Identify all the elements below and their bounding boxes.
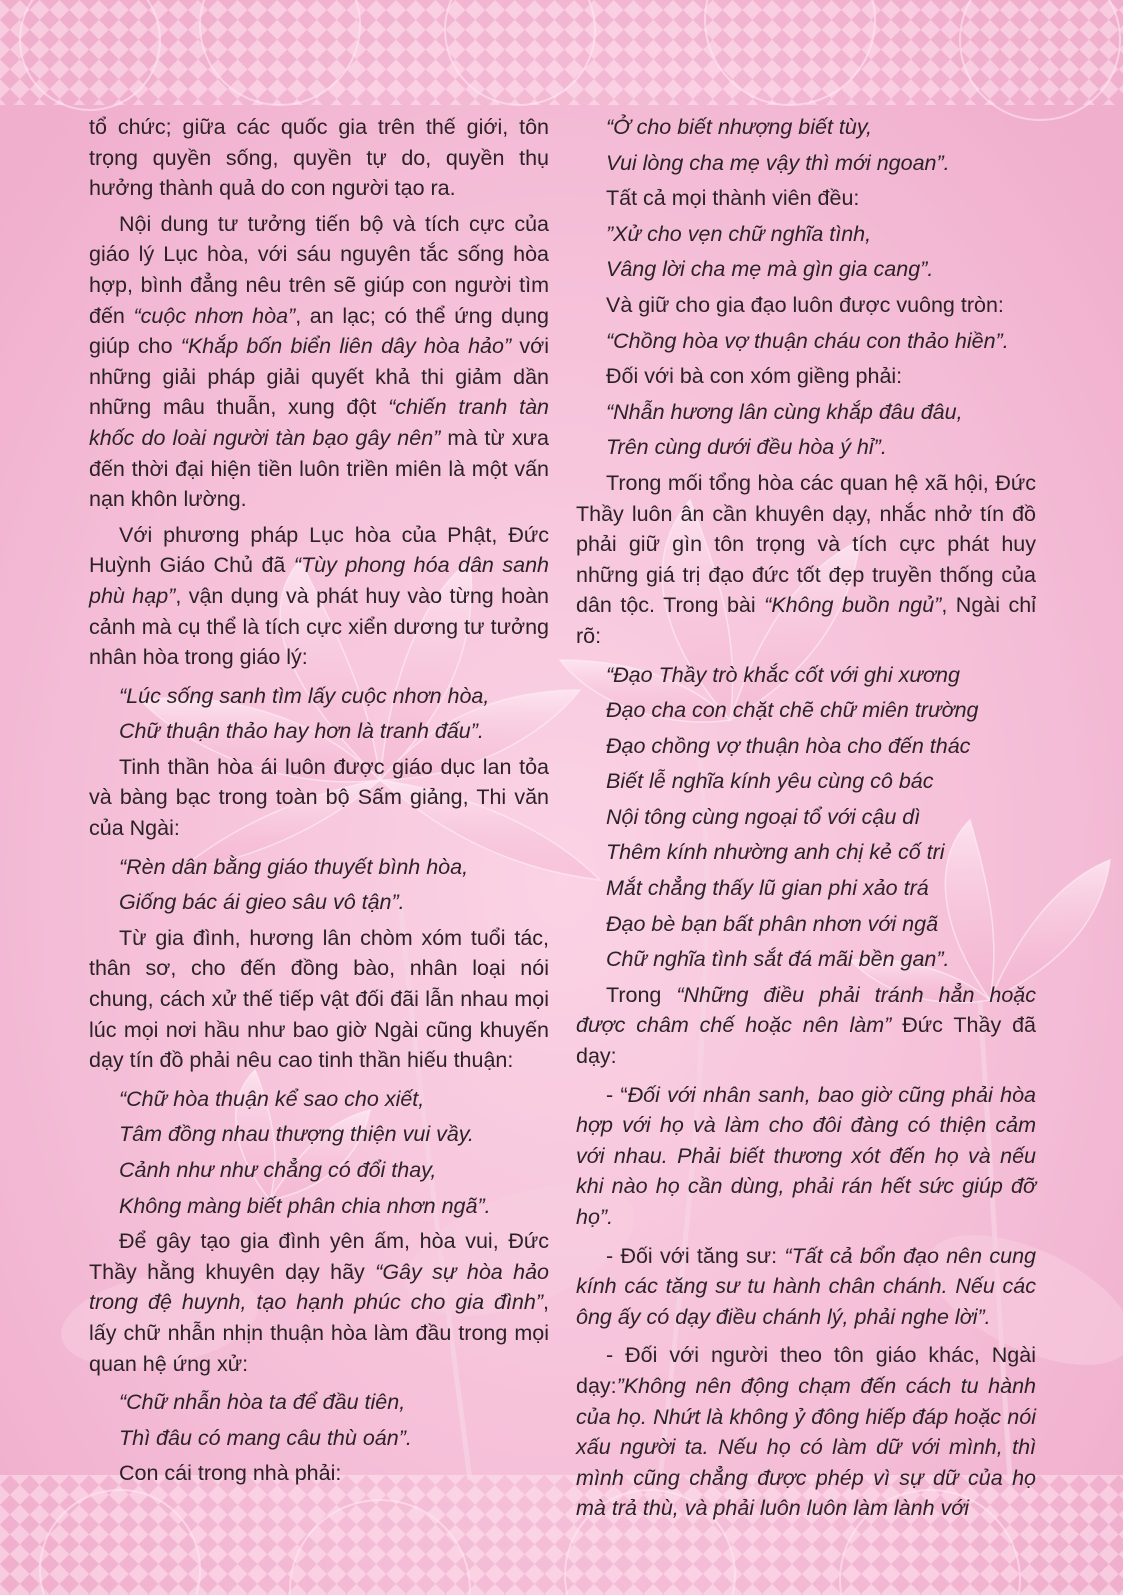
paragraph-ton-giao-khac: - Đối với người theo tôn giáo khác, Ngài dạy:”Không nên động chạm đến cách tu hành của họ. Nhứt là không ỷ đông hiếp đáp hoặc nói xấu người ta. Nếu họ có làm dữ với mình, thì mình cũng chẳng được phép vì sự dữ của họ mà trả thù, và phải luôn luôn làm lành với	[576, 1343, 1036, 1521]
verse-line: Cảnh như như chẳng có đổi thay,	[119, 1158, 437, 1182]
paragraph-thanh-vien: Tất cả mọi thành viên đều:	[606, 186, 860, 211]
paragraph-tinh-than: Tinh thần hòa ái luôn được giáo dục lan tỏa và bàng bạc trong toàn bộ Sấm giảng, Thi văn của Ngài:	[89, 754, 549, 841]
verse-line: “Chữ hòa thuận kể sao cho xiết,	[119, 1086, 425, 1111]
paragraph-con-cai: Con cái trong nhà phải:	[119, 1461, 342, 1486]
paragraph-gia-dinh: Từ gia đình, hương lân chòm xóm tuổi tác, thân sơ, cho đến đồng bào, nhân loại nói chung, cách xử thế tiếp vật đối đãi lẫn nhau mọi lúc mọi nơi hầu như bao giờ Ngài cũng khuyến dạy tín đồ phải nêu cao tinh thần hiếu thuận:	[89, 925, 549, 1073]
paragraph-phuong-phap: Với phương pháp Lục hòa của Phật, Đức Huỳnh Giáo Chủ đã “Tùy phong hóa dân sanh phù hạp”, vận dụng và phát huy vào từng hoàn cảnh mà cụ thể là tích cực xiển dương tư tưởng nhân hòa trong giáo lý:	[89, 522, 550, 670]
verse-line: Đạo bè bạn bất phân nhơn với ngã	[606, 911, 939, 936]
verse-line: ”Xử cho vẹn chữ nghĩa tình,	[606, 221, 872, 246]
paragraph-luc-hoa: Nội dung tư tưởng tiến bộ và tích cực của giáo lý Lục hòa, với sáu nguyên tắc sống hòa hợp, bình đẳng nêu trên sẽ giúp con người tìm đến “cuộc nhơn hòa”, an lạc; có thể ứng dụng giúp cho “Khắp bốn biển liên dây hòa hảo” với những giải pháp giải quyết khả thi giảm dần những mâu thuẫn, xung đột “chiến tranh tàn khốc do loài người tàn bạo gây nên” mà từ xưa đến thời đại hiện tiền luôn triền miên là một vấn nạn khôn lường.	[89, 211, 550, 512]
paragraph-tang-su: - Đối với tăng sư: “Tất cả bổn đạo nên cung kính các tăng sư tu hành chân chánh. Nếu các ông ấy có dạy điều chánh lý, phải nghe lời”.	[576, 1243, 1036, 1329]
verse-line: Thêm kính nhường anh chị kẻ cố tri	[606, 840, 945, 865]
verse-line: Không màng biết phân chia nhơn ngã”.	[119, 1193, 491, 1218]
verse-line: Vâng lời cha mẹ mà gìn gia cang”.	[606, 257, 934, 282]
verse-line: Chữ nghĩa tình sắt đá mãi bền gan”.	[606, 947, 950, 972]
paragraph-intro: tổ chức; giữa các quốc gia trên thế giới, tôn trọng quyền sống, quyền tự do, quyền thụ hưởng thành quả do con người tạo ra.	[89, 115, 549, 201]
right-column	[576, 112, 1036, 1524]
verse-line: Vui lòng cha mẹ vậy thì mới ngoan”.	[606, 150, 950, 175]
verse-line: “Lúc sống sanh tìm lấy cuộc nhơn hòa,	[119, 683, 490, 708]
left-column	[89, 112, 549, 1489]
verse-line: Đạo chồng vợ thuận hòa cho đến thác	[606, 733, 971, 758]
verse-line: “Chữ nhẫn hòa ta để đầu tiên,	[119, 1390, 406, 1415]
verse-line: Chữ thuận thảo hay hơn là tranh đấu”.	[119, 719, 484, 744]
verse-line: Đạo cha con chặt chẽ chữ miên trường	[606, 698, 979, 723]
verse-line: Tâm đồng nhau thượng thiện vui vầy.	[119, 1122, 474, 1147]
paragraph-xom-gieng: Đối với bà con xóm giềng phải:	[606, 364, 903, 389]
verse-line: “Nhẫn hương lân cùng khắp đâu đâu,	[606, 399, 963, 424]
verse-line: Nội tông cùng ngoại tổ với cậu dì	[606, 804, 921, 829]
paragraph-nhan-sanh: - “Đối với nhân sanh, bao giờ cũng phải hòa hợp với họ và làm cho đôi đàng có thiện cảm với nhau. Phải biết thương xót đến họ và nếu khi nào họ cần dùng, phải rán hết sức giúp đỡ họ”.	[576, 1082, 1036, 1229]
verse-line: “Rèn dân bằng giáo thuyết bình hòa,	[119, 854, 469, 879]
paragraph-gia-dao: Và giữ cho gia đạo luôn được vuông tròn:	[606, 292, 1004, 317]
verse-line: Giống bác ái gieo sâu vô tận”.	[119, 890, 405, 915]
paragraph-tong-hoa: Trong mối tổng hòa các quan hệ xã hội, Đức Thầy luôn ân cần khuyên dạy, nhắc nhở tín đồ phải giữ gìn tôn trọng và tích cực phát huy những giá trị đạo đức tốt đẹp truyền thống của dân tộc. Trong bài “Không buồn ngủ”, Ngài chỉ rõ:	[576, 470, 1037, 648]
verse-line: Biết lễ nghĩa kính yêu cùng cô bác	[606, 769, 934, 794]
verse-line: “Ở cho biết nhượng biết tùy,	[606, 115, 872, 139]
paragraph-gay-tao: Để gây tạo gia đình yên ấm, hòa vui, Đức Thầy hằng khuyên dạy hãy “Gây sự hòa hảo trong đệ huynh, tạo hạnh phúc cho gia đình”, lấy chữ nhẫn nhịn thuận hòa làm đầu trong mọi quan hệ ứng xử:	[89, 1229, 549, 1376]
verse-line: Thì đâu có mang câu thù oán”.	[119, 1425, 412, 1450]
verse-line: “Chồng hòa vợ thuận cháu con thảo hiền”.	[606, 328, 1009, 353]
paragraph-nhung-dieu: Trong “Những điều phải tránh hẳn hoặc được châm chế hoặc nên làm” Đức Thầy đã dạy:	[576, 982, 1036, 1069]
verse-line: Trên cùng dưới đều hòa ý hỉ”.	[606, 435, 887, 460]
verse-line: “Đạo Thầy trò khắc cốt với ghi xương	[606, 662, 960, 687]
verse-line: Mắt chẳng thấy lũ gian phi xảo trá	[606, 876, 929, 901]
